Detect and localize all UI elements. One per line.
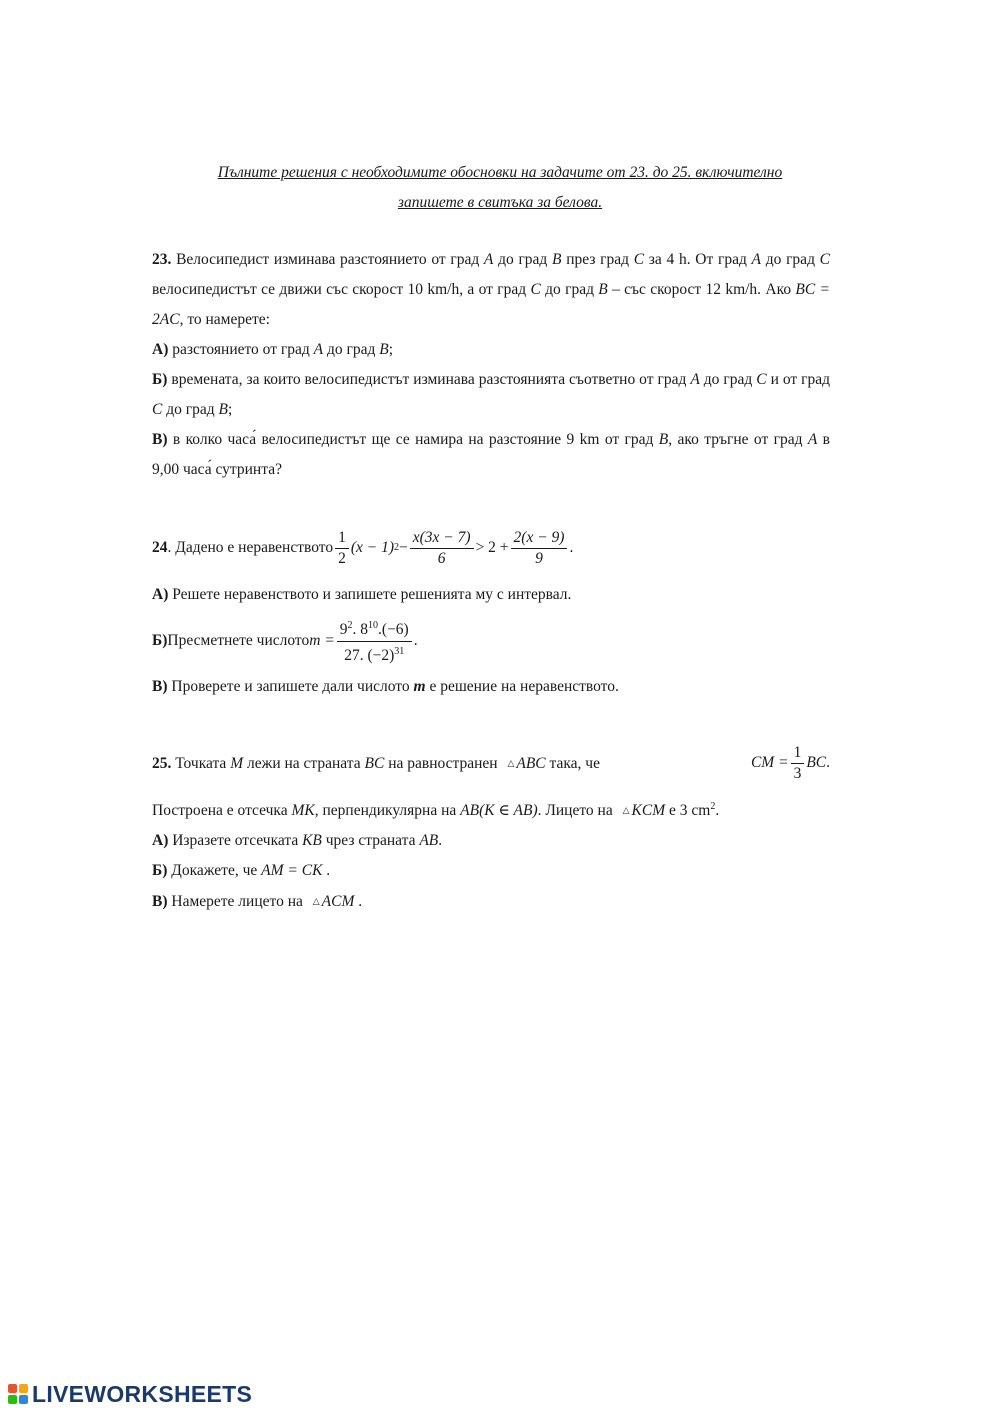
triangle-icon: △ <box>507 757 515 768</box>
text: в колко часа́ велосипедистът ще се намира на разстояние 9 km от град <box>167 431 659 448</box>
city-b: B <box>598 281 608 298</box>
side-ab: AB <box>419 832 439 850</box>
triangle-abc: ABC <box>516 754 546 772</box>
text: до <box>699 371 720 388</box>
segment-mk: MK <box>291 802 315 820</box>
cm-equals: CM = <box>750 754 789 771</box>
text: за 4 h. От град <box>644 251 752 268</box>
text: Изразете отсечката <box>168 832 303 850</box>
denominator: 3 <box>793 764 802 782</box>
task-23-statement <box>152 245 830 335</box>
text: до град <box>765 251 820 268</box>
point-m: M <box>230 754 244 772</box>
part-label: А) <box>152 832 169 850</box>
text: .(−6) <box>378 621 409 639</box>
fraction-second <box>410 530 474 567</box>
condition-formula: BC = 2AC <box>152 281 830 328</box>
segment-ab-condition: AB(K ∈ AB) <box>460 802 538 820</box>
text: , перпендикулярна на <box>314 802 461 820</box>
part-label: Б) <box>152 371 168 388</box>
fraction-third <box>511 530 568 567</box>
instructions-header <box>150 158 850 218</box>
city-c: C <box>633 251 645 268</box>
exponent: 10 <box>368 620 379 632</box>
text: така, че <box>545 754 600 772</box>
text: . <box>569 539 574 556</box>
segment-kb: KB <box>302 832 322 850</box>
task-25-part-b <box>152 856 830 886</box>
part-label: В) <box>152 678 168 695</box>
text: Построена е отсечка <box>152 802 292 820</box>
text: Намерете лицето на <box>167 893 307 911</box>
part-label: В) <box>152 431 168 448</box>
task-24-statement <box>152 520 830 576</box>
city-a: A <box>807 431 818 448</box>
task-25-statement <box>152 742 830 784</box>
city-c: C <box>152 401 163 418</box>
task-23-part-v <box>152 425 830 485</box>
text: до град <box>323 341 380 358</box>
task-25-construction <box>152 792 830 826</box>
m-variable: m <box>413 678 426 695</box>
city-b: B <box>658 431 669 448</box>
text: Проверете и запишете дали числото <box>167 678 414 695</box>
instructions-line-2: запишете в свитъка за белова. <box>397 194 603 211</box>
fraction-third <box>791 745 805 782</box>
task-number: 23. <box>152 251 172 268</box>
text: Велосипедист изминава разстоянието от град <box>171 251 484 268</box>
text: . <box>413 632 418 649</box>
text: до град <box>162 401 219 418</box>
text: град <box>773 431 808 448</box>
text: 9 <box>339 621 348 639</box>
denominator: 2 <box>338 549 346 567</box>
text: град <box>723 371 757 388</box>
term: (x − 1) <box>350 539 395 556</box>
text: . Дадено е неравенството <box>167 539 334 556</box>
fraction-m <box>337 618 412 663</box>
triangle-icon: △ <box>622 805 630 816</box>
task-25 <box>152 742 830 917</box>
task-24 <box>152 520 830 702</box>
task-number: 25. <box>152 754 172 772</box>
text: 12 km/h. Ако <box>705 281 796 298</box>
text: 27. (−2) <box>344 646 395 664</box>
logo-icon <box>8 1384 28 1404</box>
task-24-part-b <box>152 610 830 672</box>
city-b: B <box>379 341 389 358</box>
exponent: 31 <box>394 645 405 657</box>
triangle-icon: △ <box>312 896 320 907</box>
numerator: x(3x − 7) <box>410 530 474 549</box>
task-23-part-a <box>152 335 830 365</box>
text: велосипедистът се движи със скорост 10 km/h, а от град <box>152 281 531 298</box>
city-c: C <box>530 281 541 298</box>
numerator: 2(x − 9) <box>511 530 568 549</box>
part-label: А) <box>152 341 169 358</box>
text: лежи на страната <box>243 754 365 772</box>
text: . <box>438 832 443 850</box>
task-24-part-a <box>152 580 830 610</box>
text: . 8 <box>352 621 369 639</box>
text: е решение на неравенството. <box>425 678 619 695</box>
text: , то намерете: <box>179 311 270 328</box>
text: ; <box>388 341 394 358</box>
city-c: C <box>819 251 831 268</box>
task-23 <box>152 245 830 485</box>
triangle-acm: ACM <box>321 893 355 911</box>
exponent: 2 <box>394 542 400 553</box>
city-a: A <box>690 371 700 388</box>
text: . <box>826 754 830 771</box>
text: . Лицето на <box>537 802 617 820</box>
numerator: 1 <box>791 745 805 764</box>
side-bc: BC <box>806 754 827 771</box>
city-c: C <box>756 371 767 388</box>
task-24-part-v <box>152 672 830 702</box>
operator: − <box>399 539 408 556</box>
part-label: Б) <box>152 632 168 649</box>
text: Точката <box>171 754 231 772</box>
side-bc: BC <box>364 754 385 772</box>
numerator: 1 <box>335 530 349 549</box>
text: времената, за които велосипедистът изминава разстоянията съответно от град <box>167 371 691 388</box>
task-23-part-b <box>152 365 830 425</box>
equality: AM = CK <box>261 862 323 880</box>
text: разстоянието от град <box>168 341 314 358</box>
task-25-part-v <box>152 886 830 917</box>
text: Решете неравенството и запишете решенията му с интервал. <box>168 586 572 603</box>
text: чрез страната <box>321 832 420 850</box>
task-number: 24 <box>152 539 168 556</box>
logo-text: LIVEWORKSHEETS <box>32 1380 253 1407</box>
denominator: 6 <box>437 549 446 567</box>
exponent: 2 <box>347 620 353 632</box>
liveworksheets-logo <box>8 1381 252 1407</box>
triangle-kcm: KCM <box>631 802 666 820</box>
text: до град <box>493 251 553 268</box>
text: . <box>354 893 363 911</box>
text: и от град <box>766 371 831 388</box>
operator: > 2 + <box>475 539 509 556</box>
text: е 3 cm <box>665 802 711 820</box>
part-label: Б) <box>152 862 168 880</box>
exponent: 2 <box>710 801 716 812</box>
text: в 9,00 часа́ сутринта? <box>152 431 831 478</box>
text: ; <box>227 401 233 418</box>
text: – със скорост <box>607 281 702 298</box>
text: , ако тръгне от <box>668 431 769 448</box>
m-equals: m = <box>309 632 335 649</box>
city-a: A <box>313 341 324 358</box>
instructions-line-1: Пълните решения с необходимите обосновки на задачите от 23. до 25. включително <box>217 164 783 181</box>
city-b: B <box>552 251 562 268</box>
part-label: А) <box>152 586 169 603</box>
text: Пресметнете числото <box>167 632 310 649</box>
text: до град <box>540 281 599 298</box>
city-a: A <box>483 251 494 268</box>
text: . <box>715 802 720 820</box>
fraction-half <box>335 530 349 567</box>
denominator <box>337 642 412 664</box>
denominator: 9 <box>535 549 543 567</box>
text: . <box>322 862 331 880</box>
city-b: B <box>218 401 228 418</box>
text: през град <box>561 251 634 268</box>
numerator <box>337 618 412 641</box>
part-label: В) <box>152 893 168 911</box>
city-a: A <box>751 251 762 268</box>
text: Докажете, че <box>167 862 262 880</box>
text: на равностранен <box>384 754 502 772</box>
task-25-part-a <box>152 826 830 856</box>
